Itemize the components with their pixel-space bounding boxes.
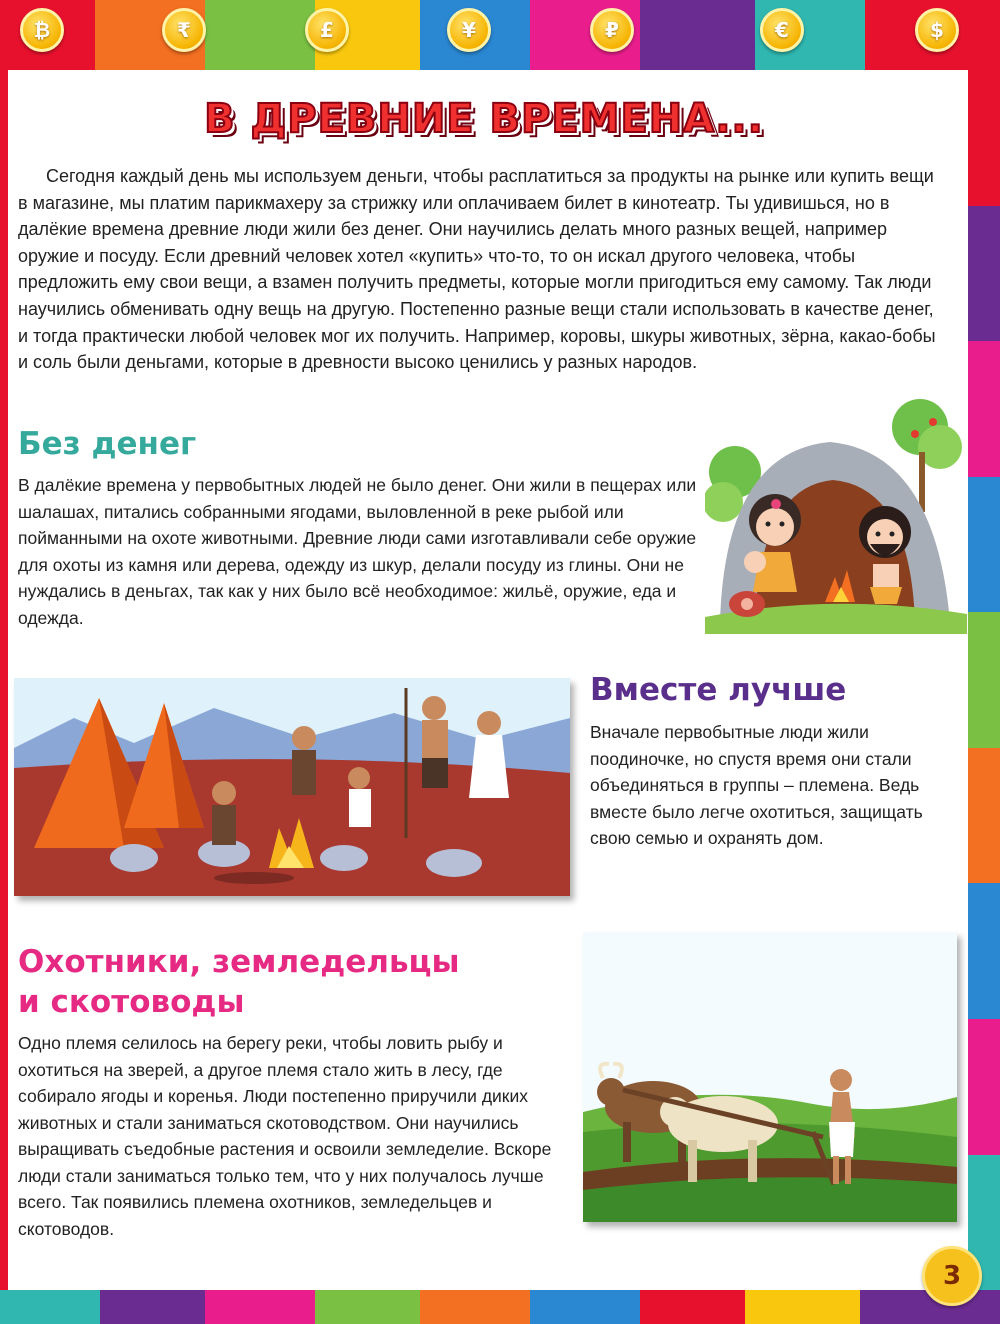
section-without-money-text (18, 472, 698, 631)
section-heading-hunters-line1: Охотники, земледельцы (18, 944, 460, 980)
bitcoin-coin-icon: ₿ (20, 8, 64, 52)
bottom-color-border (0, 1290, 1000, 1324)
section3-paragraph: Одно племя селилось на берегу реки, чтобы ловить рыбу и охотиться на зверей, а другое племя стало жить в лесу, где собирало ягоды и коренья. Люди постепенно приручили диких животных и стали заниматься скотоводством. Они научились выращивать съедобные растения и освоили земледелие. Вскоре люди стали заниматься только тем, что у них получалось лучше всего. Так появились племена охотников, земледельцев и скотоводов. (18, 1033, 552, 1239)
right-color-border (968, 70, 1000, 1290)
ruble-coin-icon: ₽ (590, 8, 634, 52)
section-heading-without-money: Без денег (18, 426, 197, 462)
section-together-better-text (590, 719, 930, 852)
ploughing-oxen-illustration (583, 932, 957, 1222)
rupee-coin-icon: ₹ (162, 8, 206, 52)
section1-paragraph: В далёкие времена у первобытных людей не было денег. Они жили в пещерах или шалашах, питались собранными ягодами, выловленной в реке рыбой или пойманными на охоте животными. Древние люди сами изготавливали себе оружие для охоты из камня или дерева, одежду из шкур, делали посуду из глины. Они не нуждались в деньгах, так как у них было всё необходимое: жильё, оружие, еда и одежда. (18, 475, 697, 628)
section-hunters-text (18, 1030, 578, 1242)
section-heading-together-better: Вместе лучше (590, 672, 847, 708)
section-heading-hunters-line2: и скотоводы (18, 984, 245, 1020)
dollar-coin-icon: $ (915, 8, 959, 52)
intro-text: Сегодня каждый день мы используем деньги, чтобы расплатиться за продукты на рынке или купить вещи в магазине, мы платим парикмахеру за стрижку или оплачиваем билет в кинотеатр. Ты удивишься, но в далёкие времена древние люди жили без денег. Они научились делать много разных вещей, например оружие и посуду. Если древний человек хотел «купить» что-то, то он искал другого человека, чтобы предложить ему свои вещи, а взамен получить предметы, которые могли пригодиться ему самому. Так люди научились обменивать одну вещь на другую. Постепенно разные вещи стали использовать в качестве денег, и тогда практически любой человек мог их получить. Например, коровы, шкуры животных, зёрна, какао-бобы и соль были деньгами, которые в древности высоко ценились у разных народов. (18, 166, 936, 373)
section2-paragraph: Вначале первобытные люди жили поодиночке, но спустя время они стали объединяться в группы – племена. Ведь вместе было легче охотиться, защищать свою семью и охранять дом. (590, 722, 923, 848)
page-number: 3 (922, 1246, 982, 1306)
pound-coin-icon: £ (305, 8, 349, 52)
tribe-camp-illustration (14, 678, 570, 896)
cave-people-illustration (705, 392, 967, 634)
page-title: В ДРЕВНИЕ ВРЕМЕНА... (204, 96, 764, 142)
left-color-border (0, 70, 8, 1290)
top-color-border (0, 0, 1000, 70)
yen-coin-icon: ¥ (447, 8, 491, 52)
euro-coin-icon: € (760, 8, 804, 52)
intro-paragraph (18, 163, 938, 376)
